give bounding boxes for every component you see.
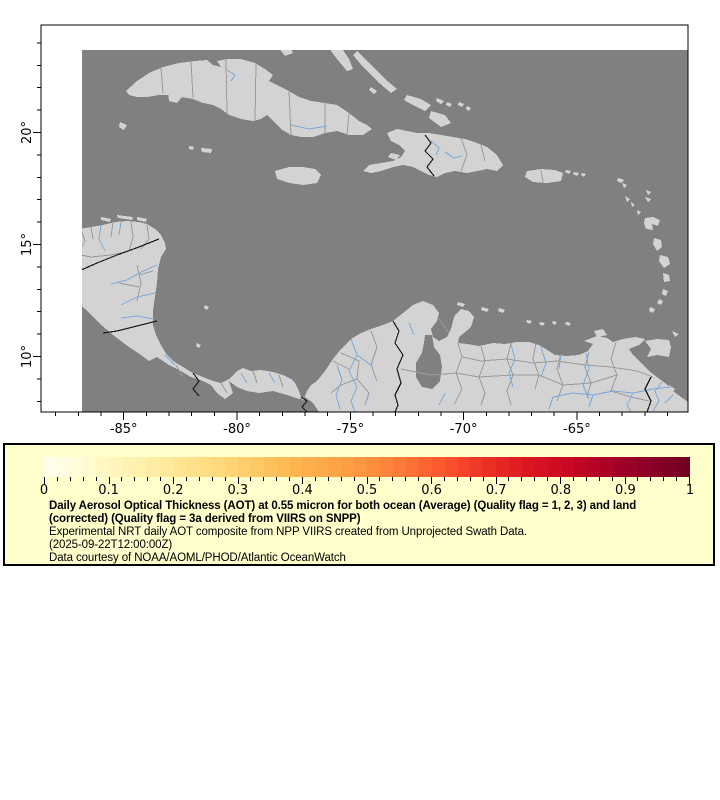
legend-title: Daily Aerosol Optical Thickness (AOT) at 0.55 micron for both ocean (Average) (Quality flag = 1, 2, 3) and land (corrected) (Quality flag = 3a derived from VIIRS on SNPP) <box>49 500 637 525</box>
colorbar-tick-label: 0.2 <box>162 483 184 498</box>
lat-tick-label: 20° <box>20 120 35 145</box>
country-border-line <box>53 231 63 279</box>
colorbar-tick-label: 1 <box>685 483 695 498</box>
legend-credit: Data courtesy of NOAA/AOML/PHOD/Atlantic OceanWatch <box>49 552 346 564</box>
colorbar-tick-label: 0.7 <box>485 483 507 498</box>
colorbar-tick-label: 0.8 <box>550 483 572 498</box>
colorbar-segment <box>677 457 690 477</box>
colorbar-segment <box>160 457 173 477</box>
colorbar-segment <box>134 457 147 477</box>
colorbar-tick-label: 0.4 <box>292 483 313 498</box>
colorbar-segment <box>44 457 57 477</box>
colorbar <box>44 457 690 477</box>
colorbar-segment <box>535 457 548 477</box>
colorbar-segment <box>548 457 561 477</box>
colorbar-segment <box>277 457 290 477</box>
colorbar-segment <box>638 457 651 477</box>
admin-border-line <box>41 121 65 125</box>
colorbar-segment <box>238 457 251 477</box>
colorbar-segment <box>315 457 328 477</box>
colorbar-segment <box>613 457 626 477</box>
lat-tick-label: 10° <box>20 344 35 369</box>
colorbar-segment <box>341 457 354 477</box>
colorbar-segment <box>419 457 432 477</box>
colorbar-segment <box>561 457 574 477</box>
colorbar-segment <box>625 457 638 477</box>
colorbar-segment <box>354 457 367 477</box>
colorbar-segment <box>522 457 535 477</box>
colorbar-segment <box>458 457 471 477</box>
landmass <box>292 37 300 43</box>
colorbar-tick-labels <box>39 483 695 499</box>
colorbar-tick-label: 0.3 <box>227 483 249 498</box>
colorbar-segment <box>109 457 122 477</box>
lat-tick-label: 15° <box>20 232 35 257</box>
colorbar-tick-label: 0.1 <box>98 483 119 498</box>
colorbar-segment <box>199 457 212 477</box>
legend-text-block <box>49 500 704 565</box>
colorbar-segment <box>483 457 496 477</box>
legend-panel <box>3 443 715 566</box>
country-border-line <box>41 174 67 177</box>
lon-tick-label: -65° <box>563 422 591 437</box>
colorbar-segment <box>147 457 160 477</box>
colorbar-segment <box>587 457 600 477</box>
colorbar-segment <box>393 457 406 477</box>
colorbar-segment <box>173 457 186 477</box>
colorbar-tick-label: 0.6 <box>421 483 442 498</box>
colorbar-segment <box>251 457 264 477</box>
colorbar-segment <box>509 457 522 477</box>
admin-border-line <box>65 125 69 147</box>
lon-tick-label: -85° <box>109 422 138 437</box>
legend-description: Experimental NRT daily AOT composite from NPP VIIRS created from Unprojected Swath Data. <box>49 526 528 538</box>
colorbar-segment <box>212 457 225 477</box>
colorbar-segment <box>600 457 613 477</box>
lon-tick-label: -80° <box>223 422 251 437</box>
colorbar-tick-label: 0.5 <box>356 483 378 498</box>
colorbar-segment <box>432 457 445 477</box>
lon-tick-label: -70° <box>449 422 478 437</box>
colorbar-segment <box>122 457 135 477</box>
lon-tick-label: -75° <box>336 422 365 437</box>
colorbar-segment <box>83 457 96 477</box>
landmass <box>41 98 81 217</box>
colorbar-segment <box>406 457 419 477</box>
colorbar-segment <box>470 457 483 477</box>
colorbar-segment <box>302 457 315 477</box>
colorbar-segment <box>328 457 341 477</box>
colorbar-segment <box>70 457 83 477</box>
legend-timestamp: (2025-09-22T12:00:00Z) <box>49 539 173 551</box>
river-line <box>71 231 75 253</box>
colorbar-segment <box>574 457 587 477</box>
colorbar-segment <box>445 457 458 477</box>
colorbar-segment <box>57 457 70 477</box>
colorbar-segment <box>225 457 238 477</box>
colorbar-segment <box>496 457 509 477</box>
colorbar-segment <box>664 457 677 477</box>
colorbar-tick-label: 0.9 <box>615 483 636 498</box>
colorbar-segment <box>96 457 109 477</box>
river-line <box>43 231 51 251</box>
colorbar-segment <box>264 457 277 477</box>
colorbar-segment <box>367 457 380 477</box>
map-layers <box>41 25 688 412</box>
colorbar-segment <box>651 457 664 477</box>
colorbar-tick-label: 0 <box>39 483 49 498</box>
colorbar-segment <box>380 457 393 477</box>
colorbar-segment <box>186 457 199 477</box>
colorbar-segment <box>290 457 303 477</box>
admin-border-line <box>53 101 55 123</box>
